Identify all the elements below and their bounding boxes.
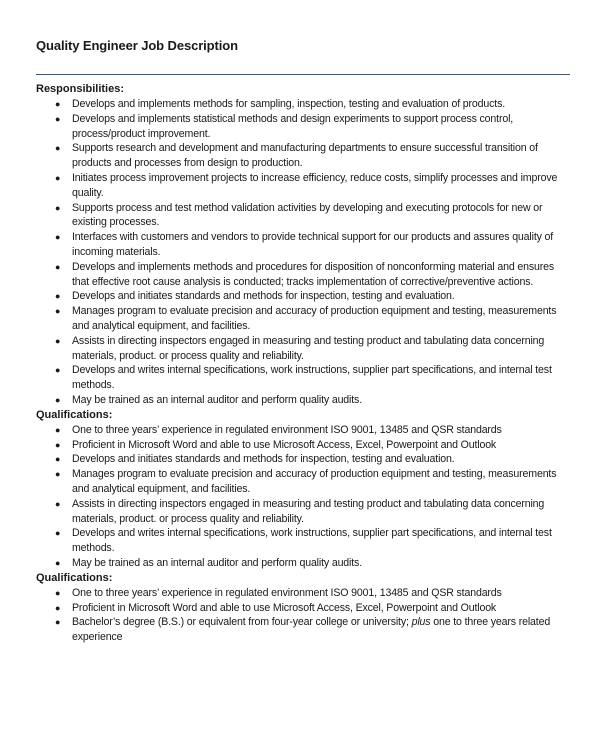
bullet-icon: ● [55, 454, 61, 465]
list-item [36, 334, 572, 364]
bullet-icon: ● [55, 232, 61, 243]
list-item-text: Manages program to evaluate precision and accuracy of production equipment and testing, measurements and analytical equipment, and facilities. [72, 468, 557, 495]
list-item-text: One to three years’ experience in regulated environment ISO 9001, 13485 and QSR standards [72, 586, 502, 599]
bullet-icon: ● [55, 306, 61, 317]
bullet-icon: ● [55, 617, 61, 628]
list-item [36, 97, 572, 112]
list-item-text: Proficient in Microsoft Word and able to use Microsoft Access, Excel, Powerpoint and Outlook [72, 438, 497, 451]
bullet-icon: ● [55, 439, 61, 450]
bullet-icon: ● [55, 557, 61, 568]
list-item [36, 601, 572, 616]
list-item-text: Assists in directing inspectors engaged in measuring and testing product and tabulating data concerning materials, product. or process quality and reliability. [72, 334, 545, 362]
list-item [36, 438, 572, 453]
list-item-text: Develops and implements methods and procedures for disposition of nonconforming material and ensures that effective root cause analysis is conducted; tracks implementation of corrective/preventive actions. [72, 260, 555, 288]
list-item-text: One to three years’ experience in regulated environment ISO 9001, 13485 and QSR standards [72, 423, 502, 436]
list-item [36, 304, 572, 334]
qualifications-section [36, 408, 572, 571]
list-item-text: May be trained as an internal auditor and perform quality audits. [72, 393, 362, 406]
qualifications-list [36, 423, 572, 571]
bullet-icon: ● [55, 394, 61, 405]
list-item-text: Develops and initiates standards and methods for inspection, testing and evaluation. [72, 290, 455, 303]
bullet-icon: ● [55, 365, 61, 376]
list-item-text: Initiates process improvement projects to increase efficiency, reduce costs, simplify processes and improve quality. [72, 171, 558, 199]
bullet-icon: ● [55, 528, 61, 539]
degree-list-item [36, 615, 572, 645]
bullet-icon: ● [55, 172, 61, 183]
title-divider [36, 74, 570, 75]
list-item [36, 586, 572, 601]
bullet-icon: ● [55, 143, 61, 154]
document-title: Quality Engineer Job Description [36, 38, 238, 53]
list-item [36, 363, 572, 393]
bullet-icon: ● [55, 469, 61, 480]
list-item-text: May be trained as an internal auditor and perform quality audits. [72, 556, 362, 569]
list-item-text: Develops and implements statistical methods and design experiments to support process control, process/product improvement. [72, 112, 514, 140]
list-item-text: Develops and initiates standards and methods for inspection, testing and evaluation. [72, 453, 455, 466]
list-item-text: Assists in directing inspectors engaged in measuring and testing product and tabulating data concerning materials, product. or process quality and reliability. [72, 497, 545, 525]
list-item [36, 467, 572, 497]
list-item-text: Supports research and development and manufacturing departments to ensure successful transition of products and processes from design to production. [72, 142, 538, 170]
bullet-icon: ● [55, 602, 61, 613]
degree-text-after: one to three years related experience [72, 616, 551, 644]
list-item-text: Develops and writes internal specifications, work instructions, supplier part specifications, and internal test methods. [72, 527, 552, 555]
bullet-icon: ● [55, 587, 61, 598]
responsibilities-section [36, 82, 572, 408]
list-item [36, 201, 572, 231]
list-item [36, 497, 572, 527]
list-item-text: Develops and writes internal specifications, work instructions, supplier part specifications, and internal test methods. [72, 364, 552, 392]
qualifications-list-2 [36, 586, 572, 645]
bullet-icon: ● [55, 113, 61, 124]
qualifications-section-2 [36, 571, 572, 645]
list-item [36, 230, 572, 260]
bullet-icon: ● [55, 498, 61, 509]
list-item [36, 112, 572, 142]
section-heading-qualifications-2: Qualifications: [36, 571, 113, 584]
document-body [36, 82, 572, 645]
list-item [36, 393, 572, 408]
bullet-icon: ● [55, 291, 61, 302]
list-item [36, 141, 572, 171]
bullet-icon: ● [55, 202, 61, 213]
list-item [36, 289, 572, 304]
list-item [36, 423, 572, 438]
bullet-icon: ● [55, 335, 61, 346]
degree-text-before: Bachelor’s degree (B.S.) or equivalent from four-year college or university; [72, 616, 412, 629]
list-item [36, 526, 572, 556]
list-item-text: Manages program to evaluate precision and accuracy of production equipment and testing, measurements and analytical equipment, and facilities. [72, 305, 557, 332]
bullet-icon: ● [55, 261, 61, 272]
list-item-text: Interfaces with customers and vendors to provide technical support for our products and assures quality of incoming materials. [72, 231, 554, 258]
list-item [36, 260, 572, 290]
list-item-text: Develops and implements methods for sampling, inspection, testing and evaluation of products. [72, 98, 506, 110]
section-heading-qualifications: Qualifications: [36, 408, 113, 421]
responsibilities-list [36, 97, 572, 408]
list-item-text: Supports process and test method validation activities by developing and executing protocols for new or existing processes. [72, 201, 543, 229]
list-item [36, 171, 572, 201]
bullet-icon: ● [55, 424, 61, 435]
degree-text-emphasis: plus [411, 616, 431, 629]
section-heading-responsibilities: Responsibilities: [36, 83, 125, 95]
list-item [36, 452, 572, 467]
list-item [36, 556, 572, 571]
list-item-text: Proficient in Microsoft Word and able to use Microsoft Access, Excel, Powerpoint and Outlook [72, 601, 497, 614]
bullet-icon: ● [55, 99, 61, 109]
